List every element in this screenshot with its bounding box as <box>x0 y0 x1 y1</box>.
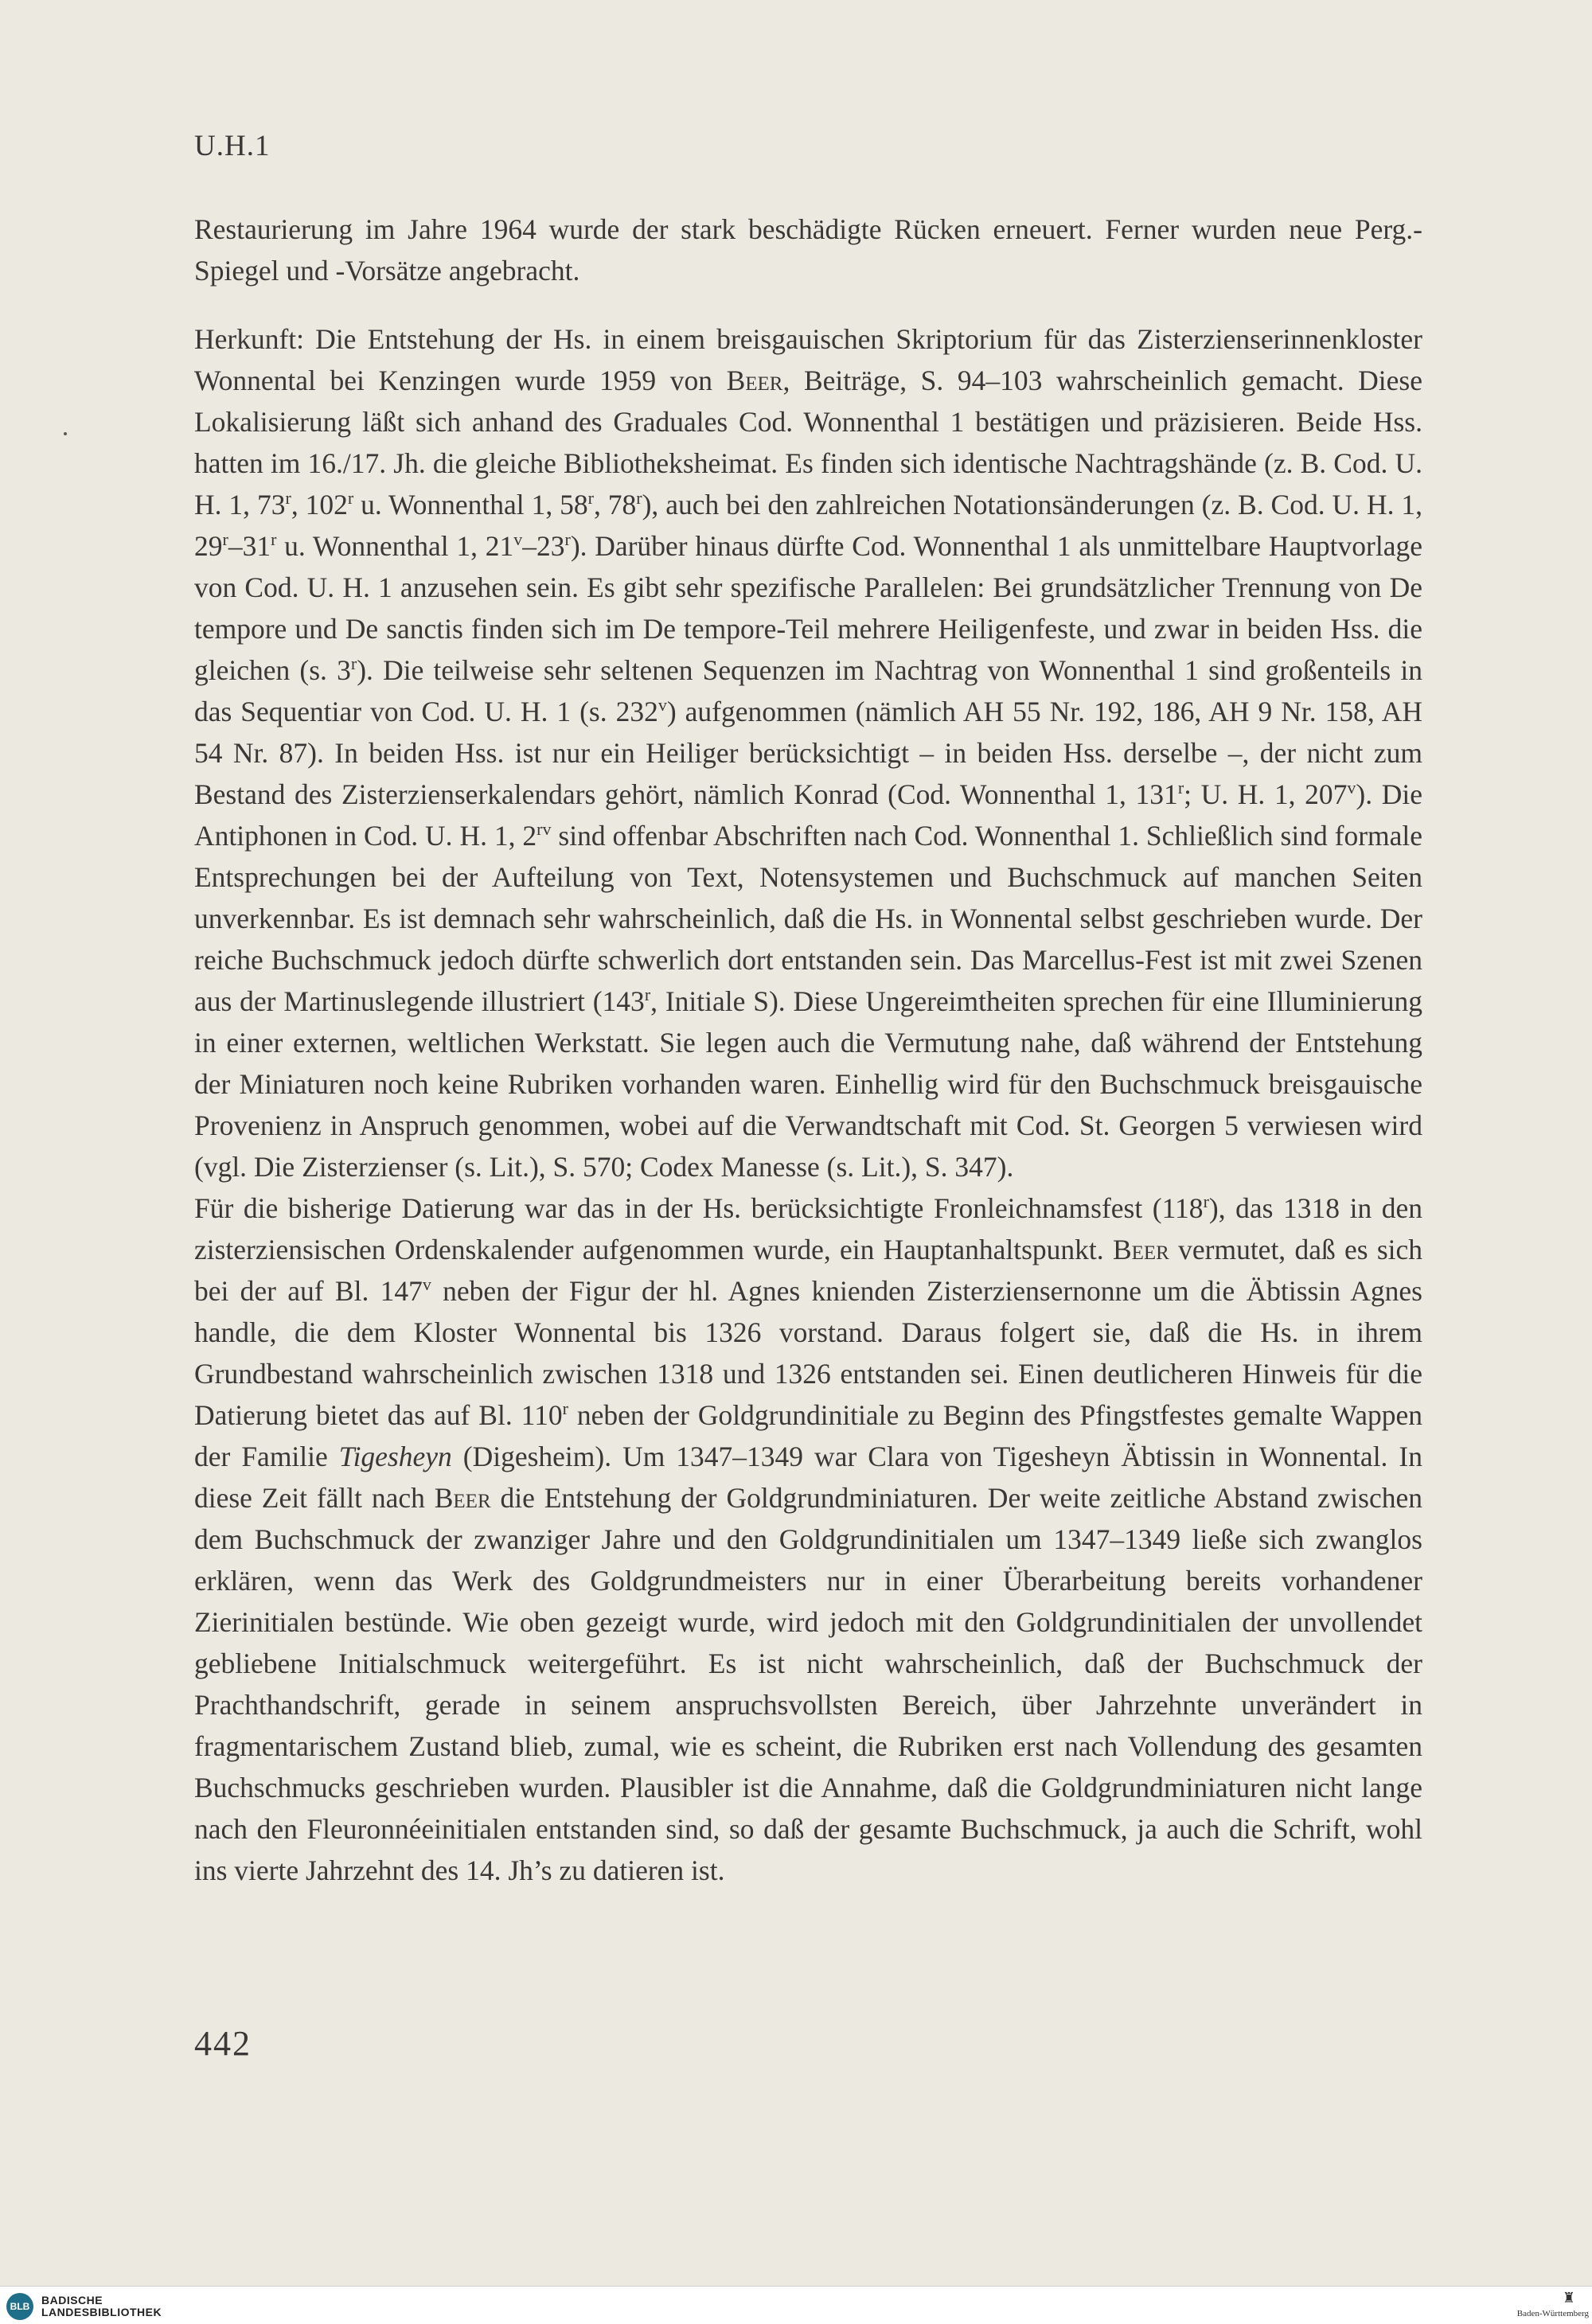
running-header: U.H.1 <box>194 130 271 162</box>
paragraph-restaurierung: Restaurierung im Jahre 1964 wurde der stark beschädigte Rücken erneuert. Ferner wurden neue Perg.-Spiegel und -Vorsätze angebracht. <box>194 213 1422 287</box>
state-coat-of-arms-icon: ♜ <box>1562 2290 1576 2306</box>
paragraph-herkunft: Herkunft: Die Entstehung der Hs. in einem breisgauischen Skriptorium für das Zisterzienserinnenkloster Wonnental bei Kenzingen wurde 1959 von Beer, Beiträge, S. 94–103 wahrscheinlich gemacht. Diese Lokalisierung läßt sich anhand des Graduales Cod. Wonnenthal 1 bestätigen und präzisieren. Beide Hss. hatten im 16./17. Jh. die gleiche Bibliotheksheimat. Es finden sich identische Nachtragshände (z. B. Cod. U. H. 1, 73$^r$, 102$^r$ u. Wonnenthal 1, 58$^r$, 78$^r$), auch bei den zahlreichen Notationsänderungen (z. B. Cod. U. H. 1, 29$^r$–31$^r$ u. Wonnenthal 1, 21$^v$–23$^r$). Darüber hinaus dürfte Cod. Wonnenthal 1 als unmittelbare Hauptvorlage von Cod. U. H. 1 anzusehen sein. Es gibt sehr spezifische Parallelen: Bei grundsätzlicher Trennung von De tempore und De sanctis finden sich im De tempore-Teil mehrere Heiligenfeste, und zwar in beiden Hss. die gleichen (s. 3$^r$). Die teilweise sehr seltenen Sequenzen im Nachtrag von Wonnenthal 1 sind großenteils in das Sequentiar von Cod. U. H. 1 (s. 232$^v$) aufgenommen (nämlich AH 55 Nr. 192, 186, AH 9 Nr. 158, AH 54 Nr. 87). In beiden Hss. ist nur ein Heiliger berücksichtigt – in beiden Hss. derselbe –, der nicht zum Bestand des Zisterzienserkalendars gehört, nämlich Konrad (Cod. Wonnenthal 1, 131$^r$; U. H. 1, 207$^v$). Die Antiphonen in Cod. U. H. 1, $2^{rv}$ sind offenbar Abschriften nach Cod. Wonnenthal 1. Schließlich sind formale Entsprechungen bei der Aufteilung von Text, Notensystemen und Buchschmuck auf manchen Seiten unverkennbar. Es ist demnach sehr wahrscheinlich, daß die Hs. in Wonnental selbst geschrieben wurde. Der reiche Buchschmuck jedoch dürfte schwerlich dort entstanden sein. Das Marcellus-Fest ist mit zwei Szenen aus der Martinuslegende illustriert (143$^r$, Initiale S). Diese Ungereimtheiten sprechen für eine Illuminierung in einer externen, weltlichen Werkstatt. Sie legen auch die Vermutung nahe, daß während der Entstehung der Miniaturen noch keine Rubriken vorhanden waren. Einhellig wird für den Buchschmuck breisgauische Provenienz in Anspruch genommen, wobei auf die Verwandtschaft mit Cod. St. Georgen 5 verwiesen wird (vgl. Die Zisterzienser (s. Lit.), S. 570; Codex Manesse (s. Lit.), S. 347). <box>194 323 1423 1183</box>
margin-mark <box>64 432 67 435</box>
viewer-footer <box>0 2286 1592 2324</box>
library-name[interactable]: BADISCHE LANDESBIBLIOTHEK <box>41 2294 162 2318</box>
blb-logo-icon[interactable]: BLB <box>6 2293 33 2320</box>
main-text <box>194 209 1422 1891</box>
paragraph-datierung: Für die bisherige Datierung war das in der Hs. berücksichtigte Fronleichnamsfest (118$^r$), das 1318 in den zisterziensischen Ordenskalender aufgenommen wurde, ein Hauptanhaltspunkt. Beer vermutet, daß es sich bei der auf Bl. 147$^v$ neben der Figur der hl. Agnes knienden Zisterziensernonne um die Äbtissin Agnes handle, die dem Kloster Wonnental bis 1326 vorstand. Daraus folgert sie, daß die Hs. in ihrem Grundbestand wahrscheinlich zwischen 1318 und 1326 entstanden sei. Einen deutlicheren Hinweis für die Datierung bietet das auf Bl. 110$^r$ neben der Goldgrundinitiale zu Beginn des Pfingstfestes gemalte Wappen der Familie Tigesheyn (Digesheim). Um 1347–1349 war Clara von Tigesheyn Äbtissin in Wonnental. In diese Zeit fällt nach Beer die Entstehung der Goldgrundminiaturen. Der weite zeitliche Abstand zwischen dem Buchschmuck der zwanziger Jahre und den Goldgrundinitialen um 1347–1349 ließe sich zwanglos erklären, wenn das Werk des Goldgrundmeisters nur in einer Überarbeitung bereits vorhandener Zierinitialen bestünde. Wie oben gezeigt wurde, wird jedoch mit den Goldgrundinitialen der unvollendet gebliebene Initialschmuck weitergeführt. Es ist nicht wahrscheinlich, daß der Buchschmuck der Prachthandschrift, gerade in seinem anspruchsvollsten Bereich, über Jahrzehnte unverändert in fragmentarischem Zustand blieb, zumal, wie es scheint, die Rubriken erst nach Vollendung des gesamten Buchschmucks geschrieben wurden. Plausibler ist die Annahme, daß die Goldgrundminiaturen nicht lange nach den Fleuronnéeinitialen entstanden sind, so daß der gesamte Buchschmuck, ja auch die Schrift, wohl ins vierte Jahrzehnt des 14. Jh’s zu datieren ist. <box>194 1191 1423 1886</box>
state-label: Baden-Württemberg <box>1516 2309 1589 2318</box>
page-number: 442 <box>194 2024 252 2063</box>
